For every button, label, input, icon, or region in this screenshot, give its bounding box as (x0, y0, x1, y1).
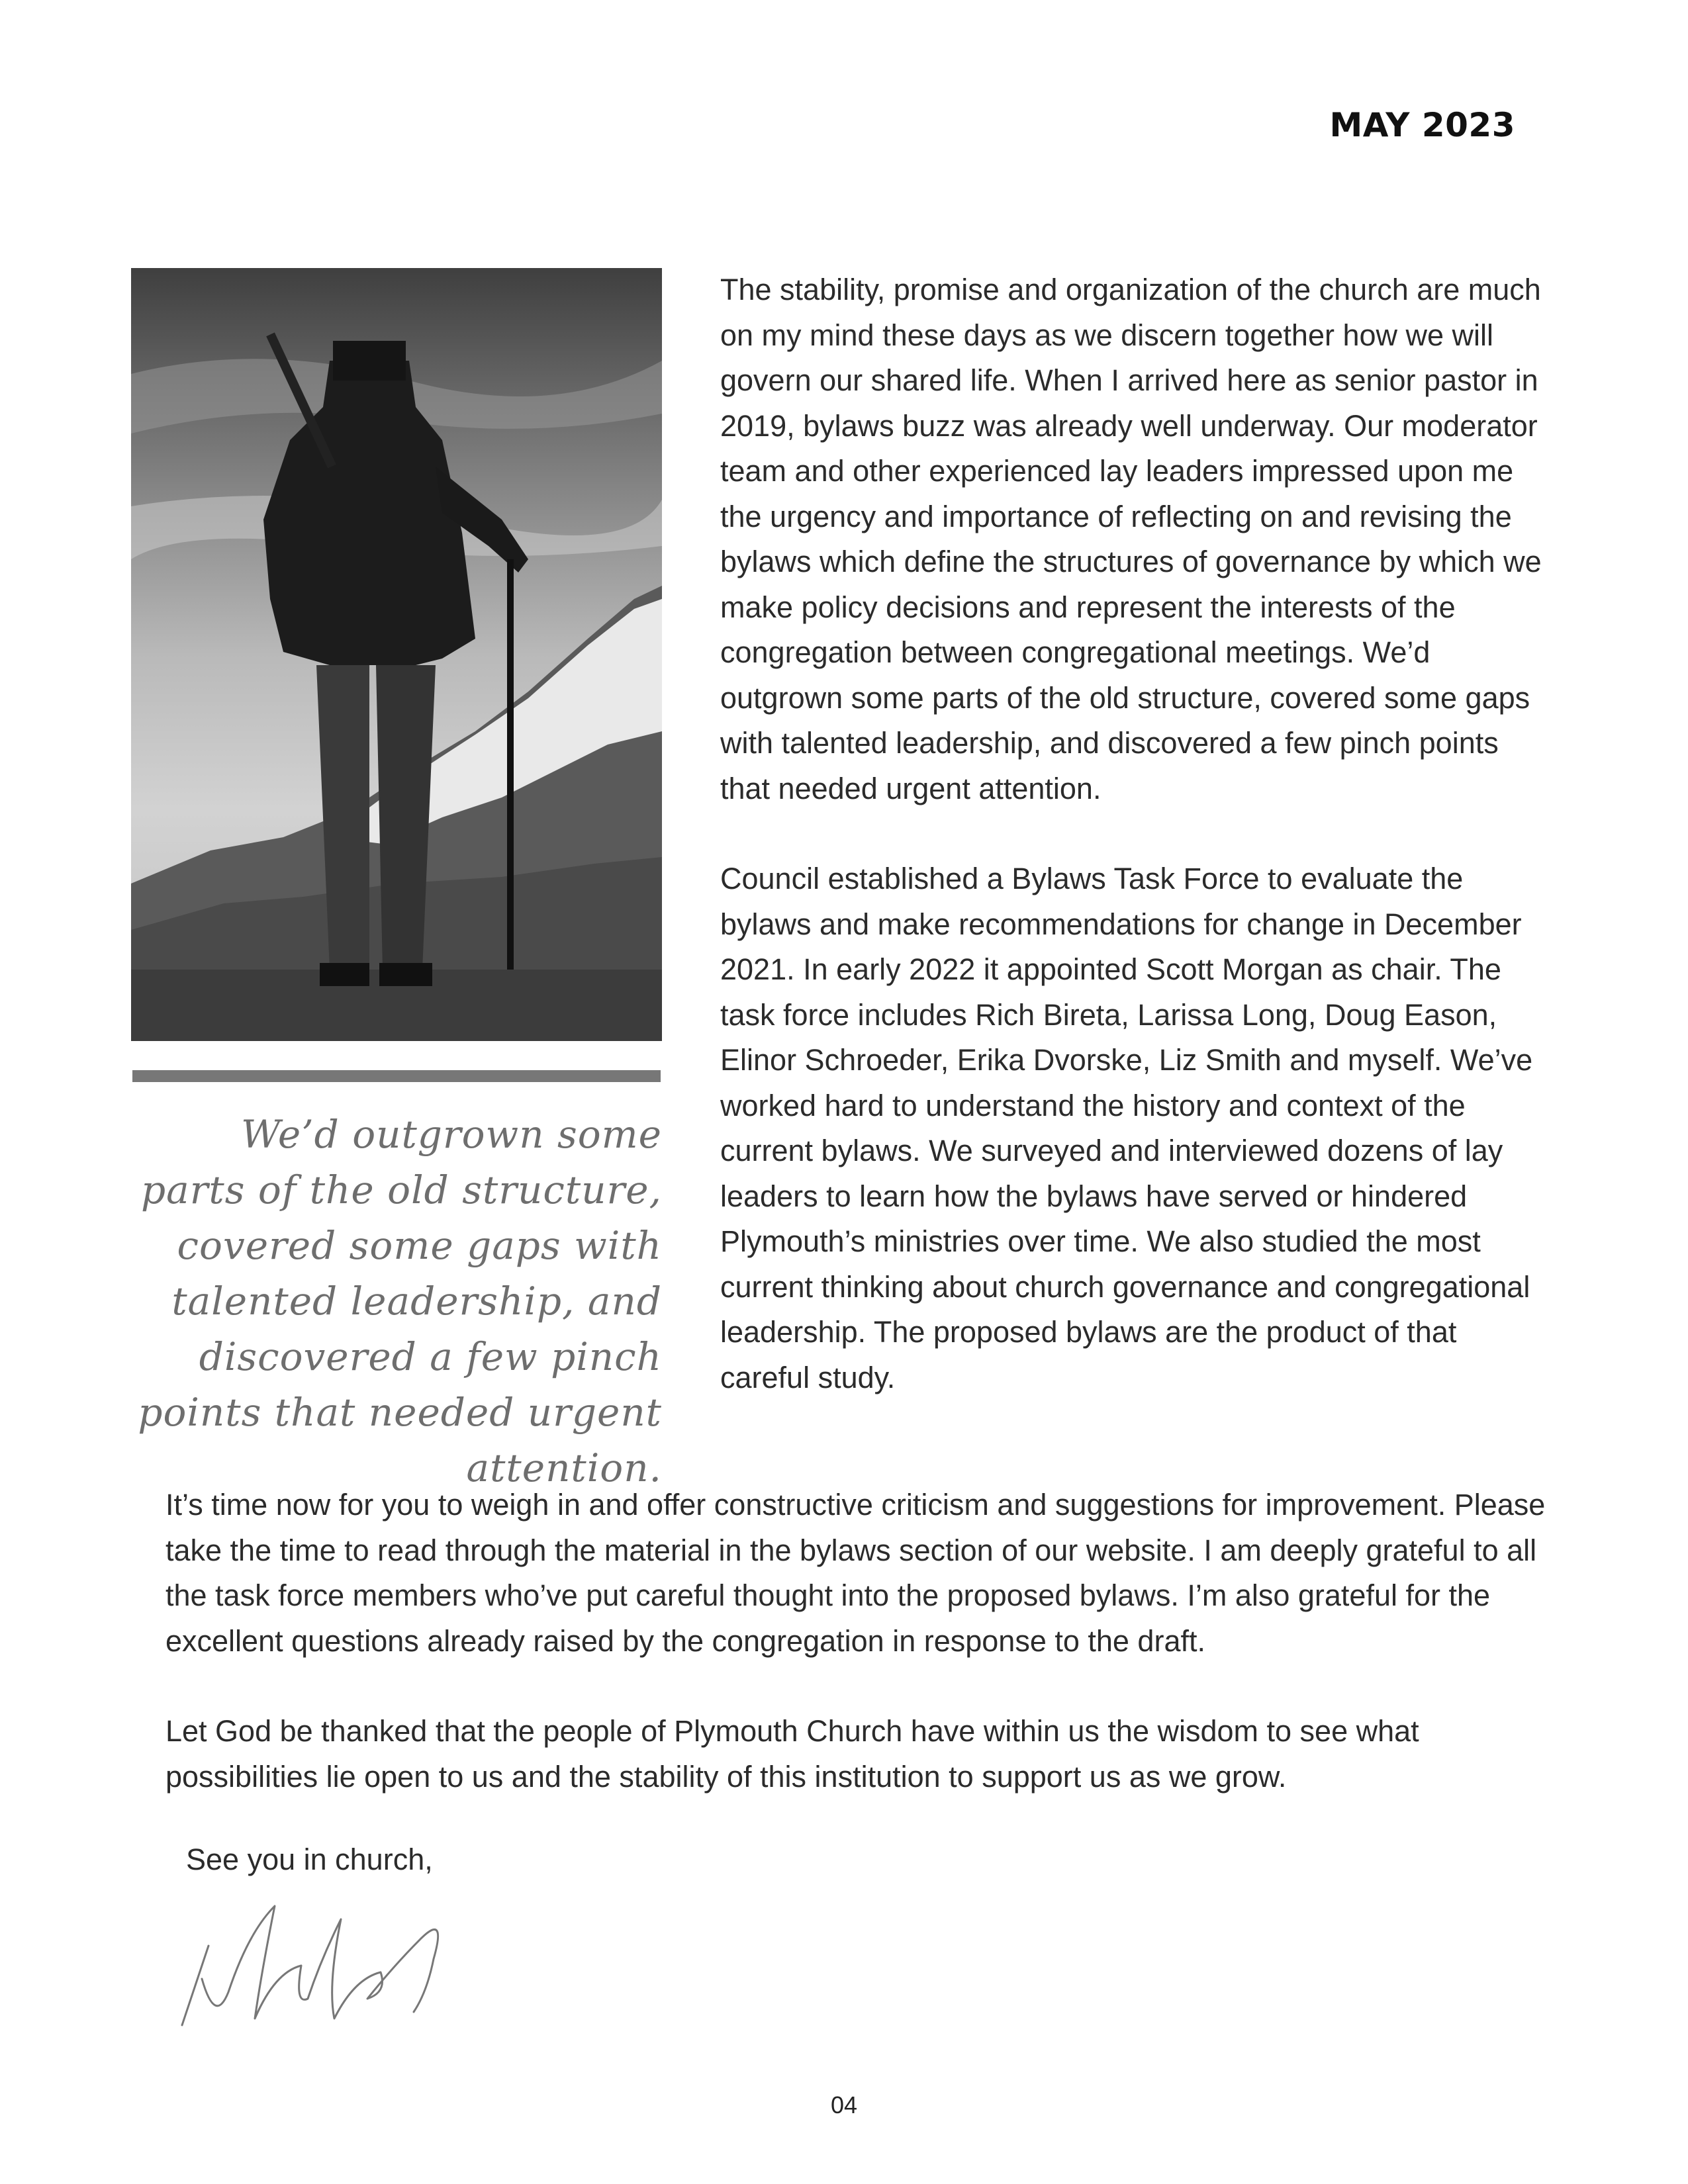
hiker-with-trekking-pole-icon (131, 268, 662, 1041)
pull-quote-rule (132, 1070, 661, 1082)
body-paragraph: It’s time now for you to weigh in and offer constructive criticism and suggestions for improvement. Please take the time to read through the material in the bylaws section of our website. I am deeply grateful to all the task force members who’ve put careful thought into the proposed bylaws. I’m also grateful for the excellent questions already raised by the congregation in response to the draft. (165, 1488, 1546, 1658)
handwritten-signature-icon (169, 1893, 460, 2045)
column-paragraph: Council established a Bylaws Task Force to evaluate the bylaws and make recommendations for change in December 2021. In early 2022 it appointed Scott Morgan as chair. The task force includes Rich Bireta, Larissa Long, Doug Eason, Elinor Schroeder, Erika Dvorske, Liz Smith and myself. We’ve worked hard to understand the history and context of the current bylaws. We surveyed and interviewed dozens of lay leaders to learn how the bylaws have served or hindered Plymouth’s ministries over time. We also studied the most current thinking about church governance and congregational leadership. The proposed bylaws are the product of that careful study. (720, 862, 1533, 1394)
body-paragraph: Let God be thanked that the people of Plymouth Church have within us the wisdom to see what possibilities lie open to us and the stability of this institution to support us as we grow. (165, 1714, 1419, 1794)
full-width-body (165, 1482, 1556, 1799)
hiker-photo (131, 268, 662, 1041)
page-number: 04 (830, 2091, 858, 2118)
column-paragraph: The stability, promise and organization of the church are much on my mind these days as we discern together how we will govern our shared life. When I arrived here as senior pastor in 2019, bylaws buzz was already well underway. Our moderator team and other experienced lay leaders impressed upon me the urgency and importance of reflecting on and revising the bylaws which define the structures of governance by which we make policy decisions and represent the interests of the congregation between congregational meetings. We’d outgrown some parts of the old structure, covered some gaps with talented leadership, and discovered a few pinch points that needed urgent attention. (720, 273, 1542, 805)
pull-quote: We’d outgrown some parts of the old structure, covered some gaps with talented leadership, and discovered a few pinch points that needed urgent attention. (138, 1112, 662, 1490)
signoff: See you in church, (186, 1843, 433, 1876)
right-column (720, 267, 1548, 1400)
issue-date: MAY 2023 (1329, 106, 1515, 144)
